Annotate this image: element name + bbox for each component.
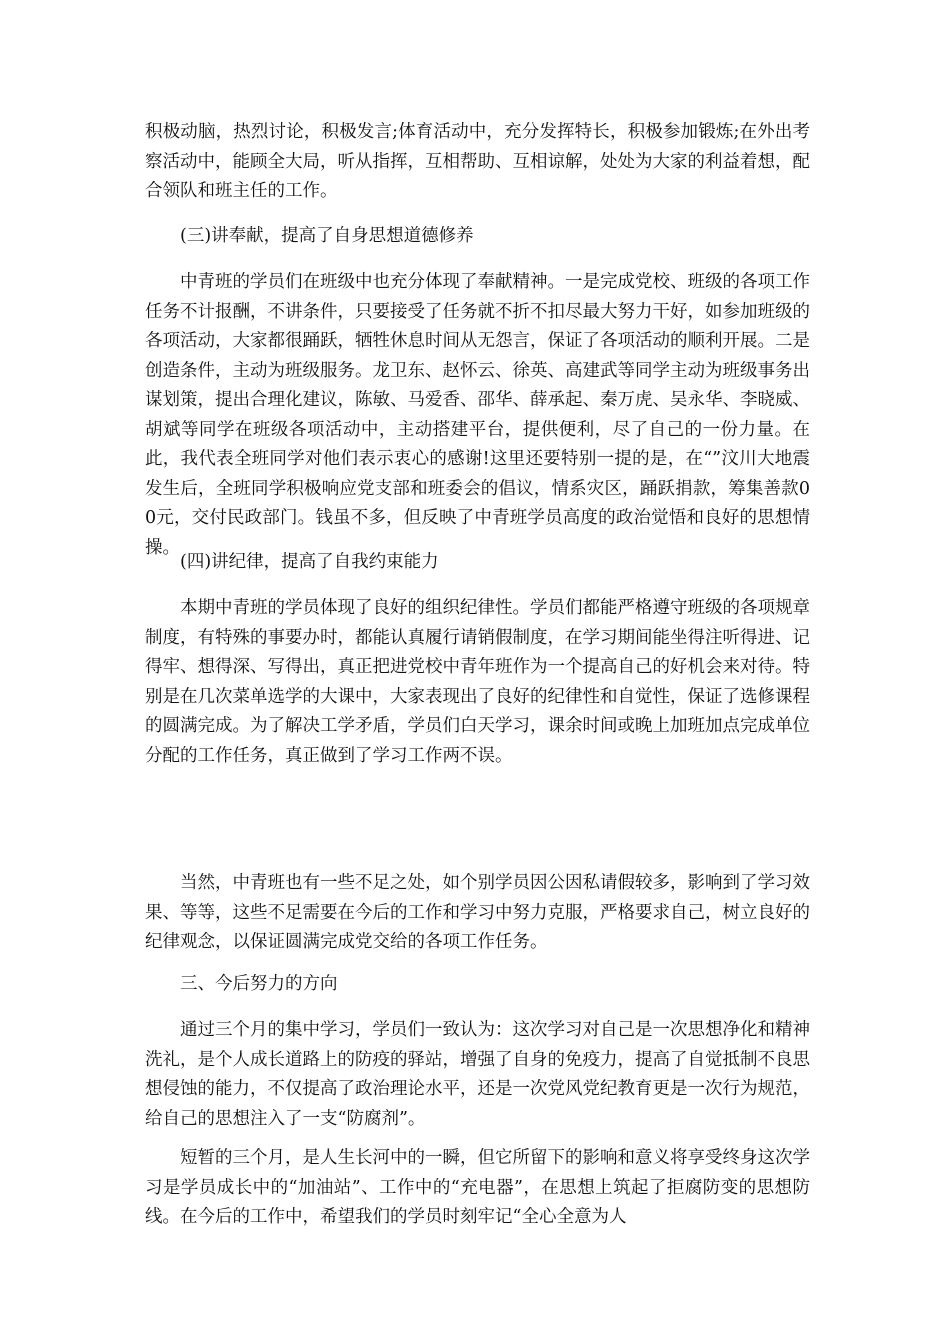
body-paragraph: 通过三个月的集中学习，学员们一致认为：这次学习对自己是一次思想净化和精神洗礼，是个人成长道路上的防疫的驿站，增强了自身的免疫力，提高了自觉抵制不良思想侵蚀的能力，不仅提高了政治理论水平，还是一次党风党纪教育更是一次行为规范，给自己的思想注入了一支“防腐剂”。 [145, 1020, 810, 1129]
body-paragraph: 中青班的学员们在班级中也充分体现了奉献精神。一是完成党校、班级的各项工作任务不计报酬，不讲条件，只要接受了任务就不折不扣尽最大努力干好，如参加班级的各项活动，大家都很踊跃，牺牲休息时间从无怨言，保证了各项活动的顺利开展。二是创造条件，主动为班级服务。龙卫东、赵怀云、徐英、高建武等同学主动为班级事务出谋划策，提出合理化建议，陈敏、马爱香、邵华、薛承起、秦万虎、吴永华、李晓威、胡斌等同学在班级各项活动中，主动搭建平台，提供便利，尽了自己的一份力量。在此，我代表全班同学对他们表示衷心的感谢!这里还要特别一提的是，在“”汶川大地震发生后，全班同学积极响应党支部和班委会的倡议，情系灾区，踊跃捐款，筹集善款00元，交付民政部门。钱虽不多，但反映了中青班学员高度的政治觉悟和良好的思想情操。 [145, 272, 810, 558]
section-heading: (三)讲奉献，提高了自身思想道德修养 [180, 226, 474, 246]
body-paragraph-5-block [145, 1016, 810, 1134]
section-heading-5-block [145, 970, 810, 1000]
section-heading-3-block [145, 222, 810, 252]
section-heading: 三、今后努力的方向 [180, 974, 338, 994]
body-paragraph: 本期中青班的学员体现了良好的组织纪律性。学员们都能严格遵守班级的各项规章制度，有特殊的事要办时，都能认真履行请销假制度，在学习期间能坐得注听得进、记得牢、想得深、写得出，真正把进党校中青年班作为一个提高自己的好机会来对待。特别是在几次菜单选学的大课中，大家表现出了良好的纪律性和自觉性，保证了选修课程的圆满完成。为了解决工学矛盾，学员们白天学习，课余时间或晚上加班加点完成单位分配的工作任务，真正做到了学习工作两不误。 [145, 598, 810, 766]
section-heading-4-block [145, 548, 810, 578]
body-paragraph-1-block [145, 118, 810, 207]
body-paragraph: 当然，中青班也有一些不足之处，如个别学员因公因私请假较多，影响到了学习效果、等等，这些不足需要在今后的工作和学习中努力克服，严格要求自己，树立良好的纪律观念，以保证圆满完成党交给的各项工作任务。 [145, 873, 810, 952]
body-paragraph-2-block [145, 268, 810, 563]
body-paragraph-3-block [145, 594, 810, 771]
body-paragraph: 积极动脑，热烈讨论，积极发言;体育活动中，充分发挥特长，积极参加锻炼;在外出考察活动中，能顾全大局，听从指挥，互相帮助、互相谅解，处处为大家的利益着想，配合领队和班主任的工作。 [145, 122, 810, 201]
body-paragraph: 短暂的三个月，是人生长河中的一瞬，但它所留下的影响和意义将享受终身这次学习是学员成长中的“加油站”、工作中的“充电器”，在思想上筑起了拒腐防变的思想防线。在今后的工作中，希望我们的学员时刻牢记“全心全意为人 [145, 1148, 810, 1227]
body-paragraph-4-block [145, 869, 810, 958]
body-paragraph-6-block [145, 1144, 810, 1233]
section-heading: (四)讲纪律，提高了自我约束能力 [180, 552, 439, 572]
